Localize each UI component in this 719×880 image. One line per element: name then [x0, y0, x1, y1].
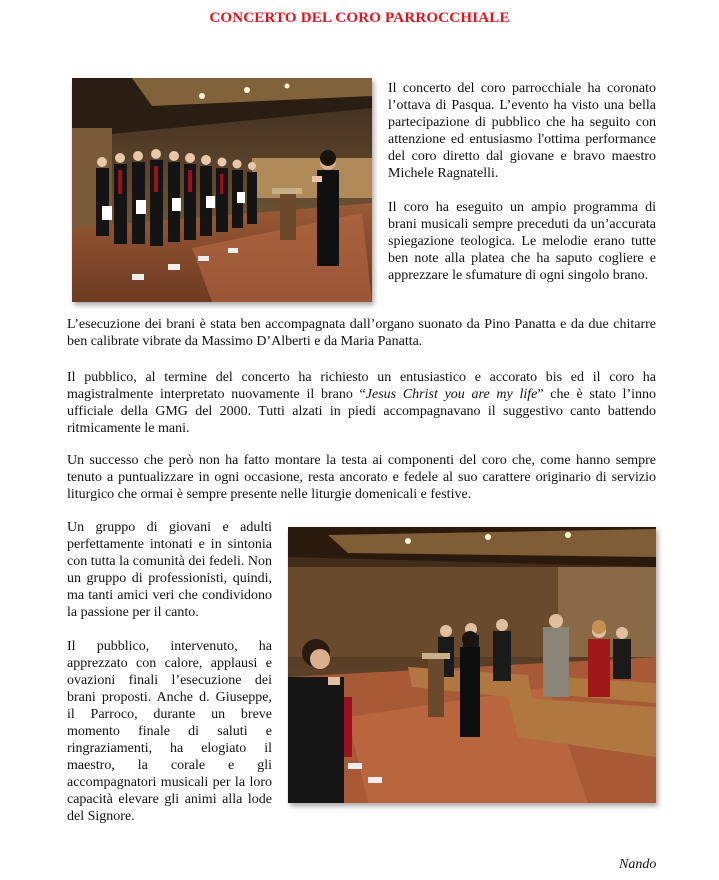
success-paragraph: Un successo che però non ha fatto montare la testa ai componenti del coro che, come hanno sempre tenuto a puntualizzare in ogni occasione, resta ancorato e fedele al suo carattere originario di servizio liturgico che ormai è sempre presente nelle liturgie domenicali e festive.	[67, 453, 656, 502]
author-signature: Nando	[619, 857, 657, 872]
article-title: CONCERTO DEL CORO PARROCCHIALE	[209, 10, 510, 26]
choir-photo	[72, 78, 372, 302]
body-paragraph-3	[67, 316, 656, 350]
song-title: Jesus Christ you are my life	[365, 387, 538, 402]
intro-column	[388, 80, 656, 284]
accompaniment-paragraph: L’esecuzione dei brani è stata ben accompagnata dall’organo suonato da Pino Panatta e da due chitarre ben calibrate vibrate da Massimo D’Alberti e da Maria Panatta.	[67, 317, 656, 349]
lower-column	[67, 519, 272, 825]
intro-paragraph-2: Il coro ha eseguito un ampio programma di brani musicali sempre preceduti da un’accurata spiegazione teologica. Le melodie erano tutte ben note alla platea che ha saputo cogliere e apprezzare le sfumature di ogni singolo brano.	[388, 200, 656, 283]
encore-text-after: ” che è stato l’inno ufficiale della GMG del 2000. Tutti alzati in piedi accompagnavano il suggestivo canto battendo ritmicamente le mani.	[67, 387, 657, 436]
audience-paragraph: Il pubblico, intervenuto, ha apprezzato con calore, applausi e ovazioni finali l’esecuzione dei brani proposti. Anche d. Giuseppe, il Parroco, durante un breve momento finale di saluti e ringraziamenti, ha elogiato il maestro, la corale e gli accompagnatori musicali per la loro capacità elevare gli animi alla lode del Signore.	[67, 639, 272, 824]
body-paragraph-5	[67, 452, 656, 503]
body-paragraph-4	[67, 369, 656, 437]
intro-paragraph-1: Il concerto del coro parrocchiale ha coronato l’ottava di Pasqua. L’evento ha visto una bella partecipazione di pubblico che ha seguito con attenzione ed entusiasmo l'ottima performance del coro diretto dal giovane e bravo maestro Michele Ragnatelli.	[388, 81, 656, 181]
audience-photo	[288, 527, 656, 803]
group-paragraph: Un gruppo di giovani e adulti perfettamente intonati e in sintonia con tutta la comunità dei fedeli. Non un gruppo di professionisti, quindi, ma tanti amici veri che condividono la passione per il canto.	[67, 520, 272, 620]
encore-paragraph	[67, 369, 656, 437]
encore-text-before: Il pubblico, al termine del concerto ha richiesto un entusiastico e accorato bis ed il coro ha magistralmente interpretato nuovamente il brano “	[67, 370, 656, 402]
